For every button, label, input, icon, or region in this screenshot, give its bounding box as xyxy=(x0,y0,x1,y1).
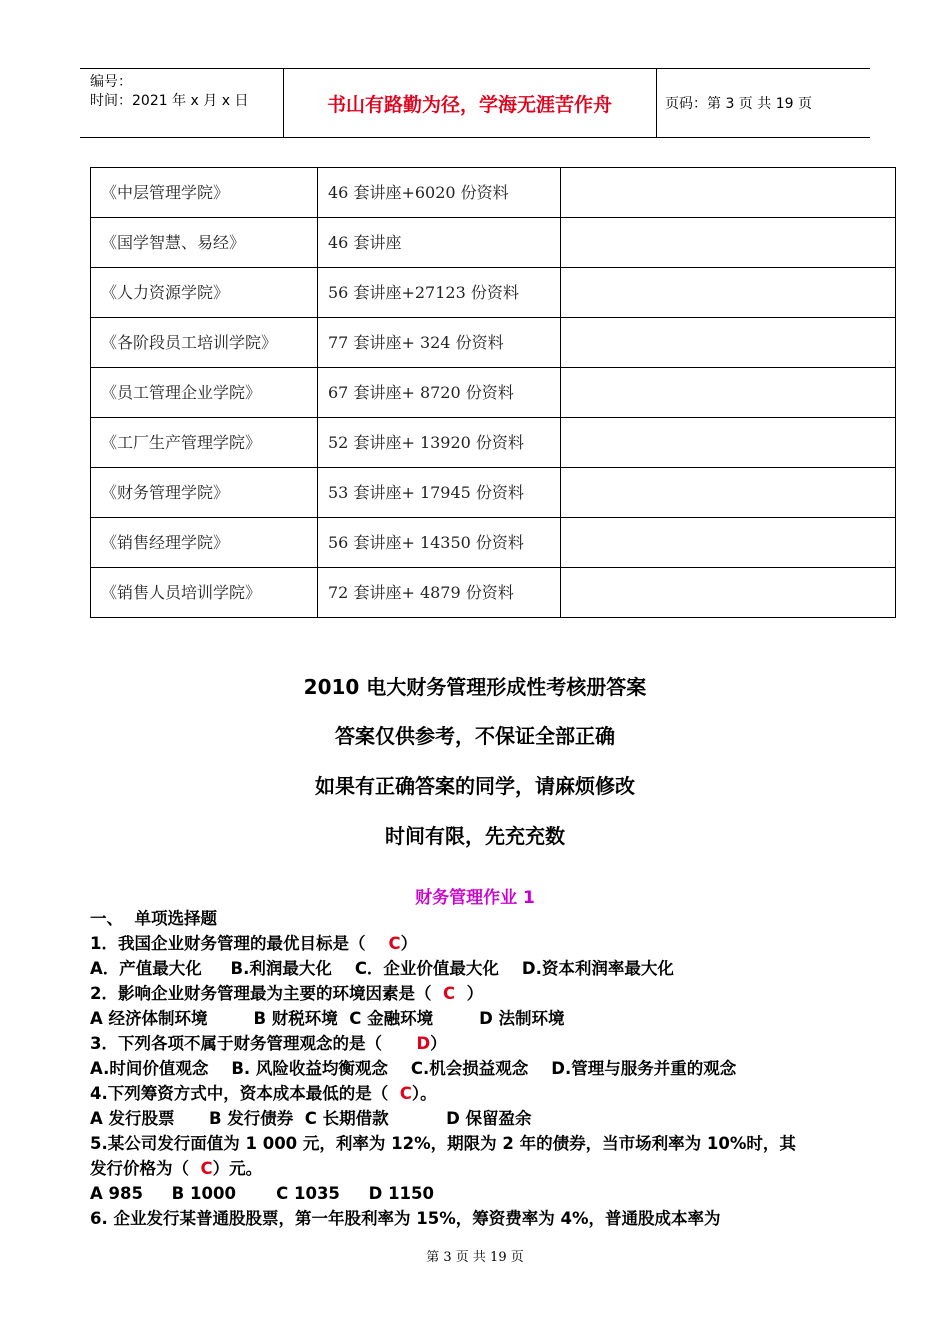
question-options: A 经济体制环境 B 财税环境 C 金融环境 D 法制环境 xyxy=(90,1009,565,1028)
resource-table xyxy=(90,167,896,618)
table-cell-content: 67 套讲座+ 8720 份资料 xyxy=(318,368,561,418)
answer-mark: C xyxy=(399,1084,412,1103)
question-stem: 6. 企业发行某普通股股票，第一年股利率为 15%，筹资费率为 4%，普通股成本率为 xyxy=(90,1209,721,1228)
table-row xyxy=(91,418,896,468)
header-page-info: 页码：第 3 页 共 19 页 xyxy=(665,96,812,112)
question-stem: 3．下列各项不属于财务管理观念的是（ D） xyxy=(90,1034,447,1053)
table-row xyxy=(91,168,896,218)
table-cell-name: 《员工管理企业学院》 xyxy=(91,368,318,418)
table-cell-note xyxy=(561,418,896,468)
table-row xyxy=(91,468,896,518)
time-label: 时间：2021 年 x 月 x 日 xyxy=(90,93,249,109)
table-cell-content: 53 套讲座+ 17945 份资料 xyxy=(318,468,561,518)
table-cell-name: 《销售人员培训学院》 xyxy=(91,568,318,618)
table-cell-name: 《人力资源学院》 xyxy=(91,268,318,318)
table-cell-content: 52 套讲座+ 13920 份资料 xyxy=(318,418,561,468)
answer-mark: C xyxy=(442,984,456,1003)
doc-subtitle: 如果有正确答案的同学，请麻烦修改 xyxy=(315,774,635,798)
doc-subtitle: 答案仅供参考，不保证全部正确 xyxy=(335,724,615,748)
table-cell-content: 72 套讲座+ 4879 份资料 xyxy=(318,568,561,618)
question-stem: 4.下列筹资方式中，资本成本最低的是（ C）。 xyxy=(90,1084,437,1103)
table-cell-note xyxy=(561,568,896,618)
table-cell-content: 56 套讲座+27123 份资料 xyxy=(318,268,561,318)
question-stem: 2．影响企业财务管理最为主要的环境因素是（ C ） xyxy=(90,984,484,1003)
answer-mark: C xyxy=(388,934,401,953)
table-cell-name: 《工厂生产管理学院》 xyxy=(91,418,318,468)
table-cell-note xyxy=(561,318,896,368)
table-cell-name: 《财务管理学院》 xyxy=(91,468,318,518)
doc-subtitle: 时间有限，先充充数 xyxy=(385,824,565,848)
table-row xyxy=(91,318,896,368)
table-cell-content: 46 套讲座+6020 份资料 xyxy=(318,168,561,218)
question-stem: 5.某公司发行面值为 1 000 元，利率为 12%，期限为 2 年的债券，当市场利率为 10%时，其 xyxy=(90,1134,796,1153)
table-cell-note xyxy=(561,218,896,268)
table-row xyxy=(91,568,896,618)
answer-mark: D xyxy=(416,1034,431,1053)
question-options: A 985 B 1000 C 1035 D 1150 xyxy=(90,1184,434,1203)
table-row xyxy=(91,268,896,318)
number-label: 编号： xyxy=(90,74,132,90)
header-motto: 书山有路勤为径，学海无涯苦作舟 xyxy=(326,93,612,116)
question-options: A．产值最大化 B.利润最大化 C．企业价值最大化 D.资本利润率最大化 xyxy=(90,959,674,978)
table-row xyxy=(91,368,896,418)
doc-title: 2010 电大财务管理形成性考核册答案 xyxy=(303,675,647,699)
question-options: A 发行股票 B 发行债券 C 长期借款 D 保留盈余 xyxy=(90,1109,532,1128)
table-cell-note xyxy=(561,518,896,568)
section-heading: 一、 单项选择题 xyxy=(90,909,217,928)
table-cell-content: 46 套讲座 xyxy=(318,218,561,268)
table-cell-note xyxy=(561,268,896,318)
table-cell-note xyxy=(561,468,896,518)
table-cell-content: 56 套讲座+ 14350 份资料 xyxy=(318,518,561,568)
homework-heading: 财务管理作业 1 xyxy=(415,888,535,908)
table-row xyxy=(91,218,896,268)
table-cell-name: 《国学智慧、易经》 xyxy=(91,218,318,268)
table-cell-name: 《销售经理学院》 xyxy=(91,518,318,568)
page-footer: 第 3 页 共 19 页 xyxy=(426,1250,524,1265)
header-meta xyxy=(90,73,248,111)
question-list xyxy=(90,906,870,1231)
table-cell-content: 77 套讲座+ 324 份资料 xyxy=(318,318,561,368)
page-header xyxy=(80,68,870,138)
table-cell-name: 《各阶段员工培训学院》 xyxy=(91,318,318,368)
table-row xyxy=(91,518,896,568)
question-options: A.时间价值观念 B. 风险收益均衡观念 C.机会损益观念 D.管理与服务并重的观念 xyxy=(90,1059,737,1078)
header-divider xyxy=(656,69,657,137)
question-stem: 发行价格为（ C）元。 xyxy=(90,1159,263,1178)
question-stem: 1．我国企业财务管理的最优目标是（ C） xyxy=(90,934,418,953)
table-cell-note xyxy=(561,368,896,418)
table-cell-note xyxy=(561,168,896,218)
table-cell-name: 《中层管理学院》 xyxy=(91,168,318,218)
answer-mark: C xyxy=(200,1159,213,1178)
